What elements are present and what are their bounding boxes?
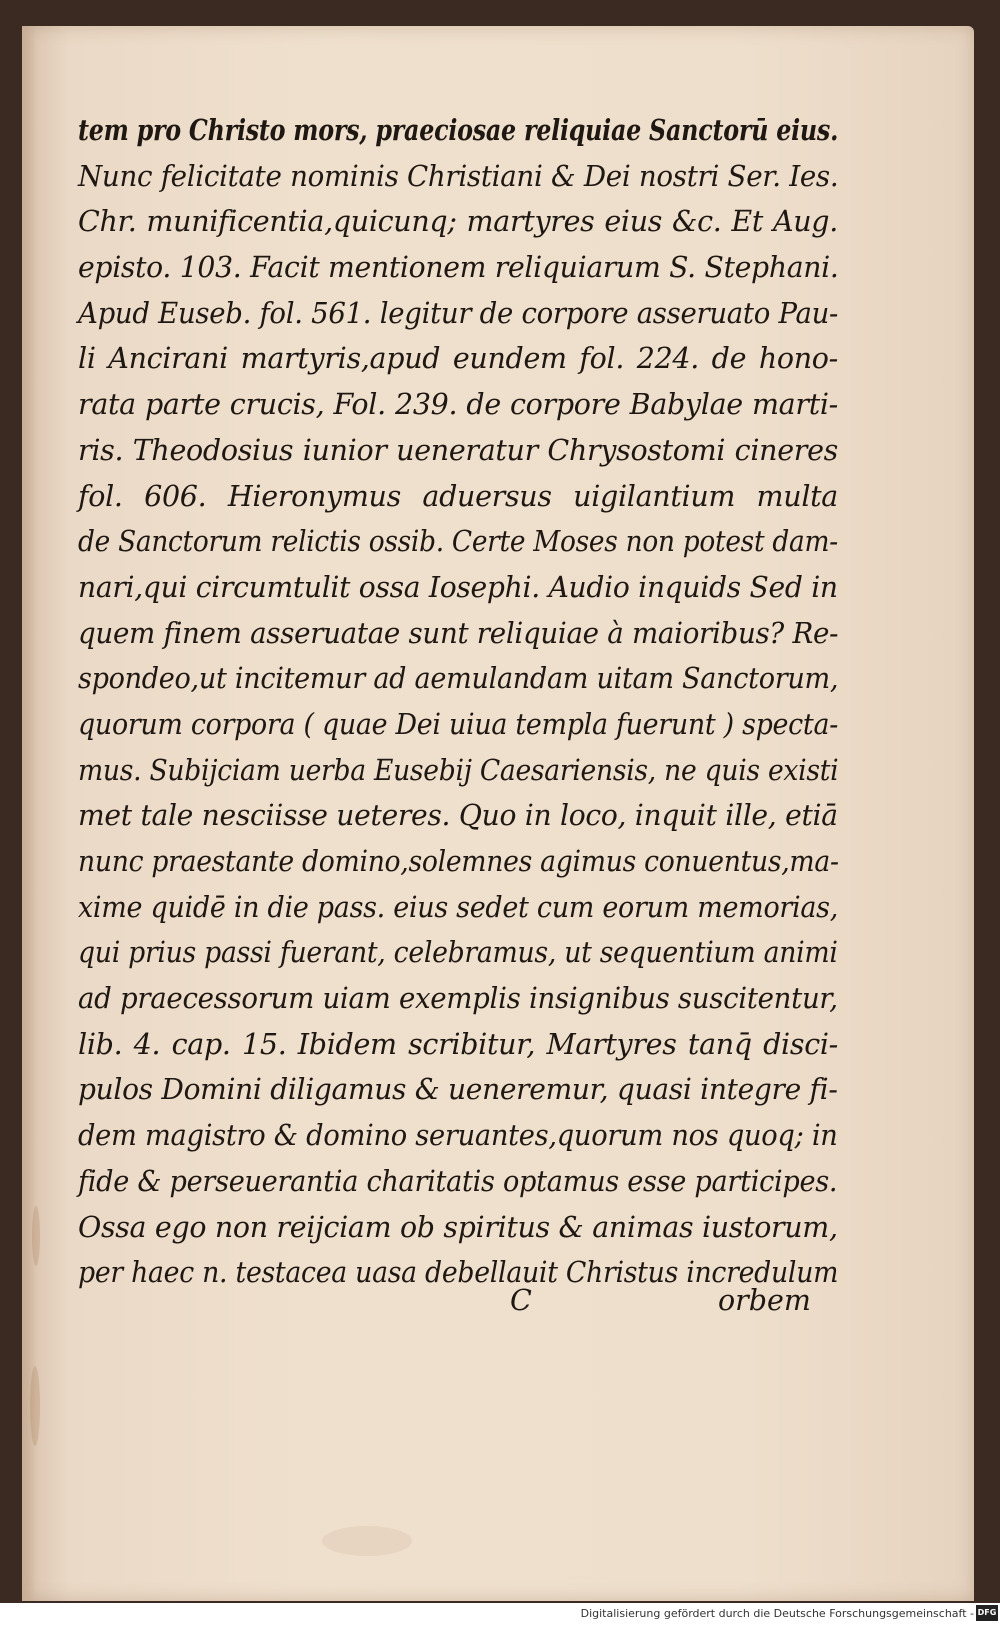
text-line: ris. Theodosius iunior ueneratur Chrysostomi cineres bbox=[78, 433, 838, 467]
text-line: fol. 606. Hieronymus aduersus uigilantium multa bbox=[78, 479, 838, 513]
page-footer-line bbox=[22, 1278, 974, 1324]
dfg-logo: DFG bbox=[976, 1605, 998, 1621]
text-line: rata parte crucis, Fol. 239. de corpore Babylae marti- bbox=[78, 388, 838, 422]
text-line: Nunc felicitate nominis Christiani & Dei nostri Ser. Ies. bbox=[78, 159, 839, 193]
text-line: li Ancirani martyris,apud eundem fol. 224. de hono- bbox=[78, 342, 838, 376]
text-line: tem pro Christo mors, praeciosae reliquiae Sanctorū eius. bbox=[78, 113, 839, 147]
text-line: spondeo,ut incitemur ad aemulandam uitam Sanctorum, bbox=[78, 662, 839, 696]
text-line: pulos Domini diligamus & ueneremur, quasi integre fi- bbox=[78, 1073, 838, 1107]
text-line: ad praecessorum uiam exemplis insignibus suscitentur, bbox=[78, 982, 838, 1016]
book-page bbox=[22, 26, 974, 1601]
foxing-stain bbox=[322, 1526, 412, 1556]
text-line: de Sanctorum relictis ossib. Certe Moses non potest dam- bbox=[78, 525, 838, 559]
foxing-stain bbox=[32, 1206, 40, 1266]
text-line: nari,qui circumtulit ossa Iosephi. Audio inquids Sed in bbox=[78, 570, 838, 604]
text-line: Ossa ego non reijciam ob spiritus & animas iustorum, bbox=[78, 1210, 838, 1244]
text-line: qui prius passi fuerant, celebramus, ut sequentium animi bbox=[78, 936, 838, 970]
page-text bbox=[78, 108, 838, 1296]
text-line: quem finem asseruatae sunt reliquiae à maioribus? Re- bbox=[78, 616, 839, 650]
text-line: Apud Euseb. fol. 561. legitur de corpore asseruato Pau- bbox=[78, 296, 839, 330]
text-line: per haec n. testacea uasa debellauit Christus incredulum bbox=[78, 1256, 839, 1290]
text-line: lib. 4. cap. 15. Ibidem scribitur, Martyres tanq̄ disci- bbox=[78, 1027, 838, 1061]
text-line: episto. 103. Facit mentionem reliquiarum S. Stephani. bbox=[78, 251, 839, 285]
funding-notice: Digitalisierung gefördert durch die Deutsche Forschungsgemeinschaft - bbox=[580, 1607, 974, 1620]
text-line: mus. Subijciam uerba Eusebij Caesariensis, ne quis existi bbox=[78, 753, 839, 787]
signature-mark: C bbox=[510, 1284, 532, 1317]
text-line: met tale nesciisse ueteres. Quo in loco, inquit ille, etiā bbox=[78, 799, 838, 833]
text-line: dem magistro & domino seruantes,quorum nos quoq; in bbox=[78, 1119, 838, 1153]
digitization-footer bbox=[0, 1603, 1000, 1625]
text-line: Chr. munificentia,quicunq; martyres eius &c. Et Aug. bbox=[78, 205, 838, 239]
catchword: orbem bbox=[718, 1284, 811, 1317]
foxing-stain bbox=[30, 1366, 40, 1446]
text-line: fide & perseuerantia charitatis optamus esse participes. bbox=[78, 1164, 838, 1198]
text-line: nunc praestante domino,solemnes agimus conuentus,ma- bbox=[78, 845, 839, 878]
text-line: quorum corpora ( quae Dei uiua templa fuerunt ) specta- bbox=[78, 707, 838, 741]
text-line: xime quidē in die pass. eius sedet cum eorum memorias, bbox=[78, 890, 838, 924]
